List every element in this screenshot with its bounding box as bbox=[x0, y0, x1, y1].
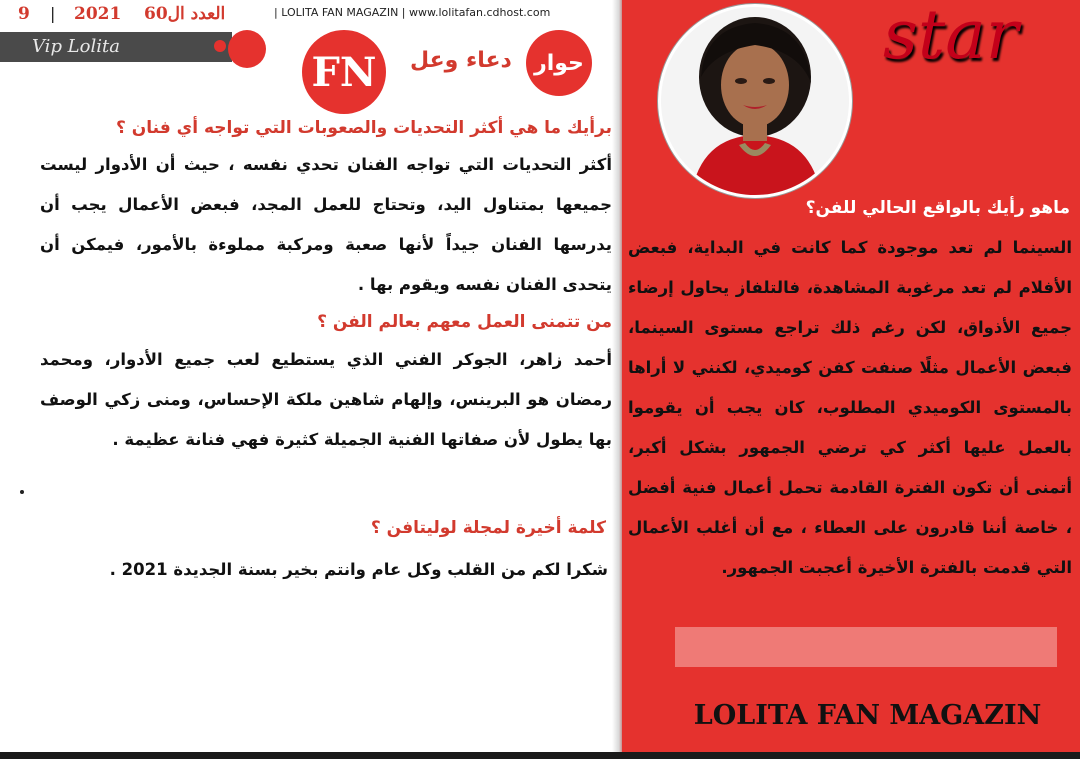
left-question-3: كلمة أخيرة لمجلة لوليتافن ؟ bbox=[370, 518, 606, 538]
print-speck bbox=[20, 490, 24, 494]
vip-label: Vip Lolita bbox=[32, 36, 120, 57]
empty-text-box bbox=[675, 627, 1057, 667]
bottom-border bbox=[0, 752, 1080, 759]
left-question-1: برأيك ما هي أكثر التحديات والصعوبات التي تواجه أي فنان ؟ bbox=[115, 118, 612, 138]
right-answer: السينما لم تعد موجودة كما كانت في البداية، فبعض الأفلام لم تعد مرغوبة المشاهدة، فالتلفاز يحاول إرضاء جميع الأذواق، لكن رغم ذلك تراجع مستوى السينما، فبعض الأعمال مثلًا صنفت كفن كوميدي، لكنني لا أراها بالمستوى الكوميدي المطلوب، كان يجب أن يقوموا بالعمل عليها أكثر كي ترضي الجمهور بشكل أكبر، أتمنى أن تكون الفترة القادمة تحمل أعمال فنية أفضل ، خاصة أننا قادرون على العطاء ، مع أن أغلب الأعمال التي قدمت بالفترة الأخيرة أعجبت الجمهور. bbox=[628, 238, 1072, 577]
left-answer-2: أحمد زاهر، الجوكر الفني الذي يستطيع لعب جميع الأدوار، ومحمد رمضان هو البرينس، وإلهام شاهين ملكة الإحساس، ومنى زكي الوصف بها يطول لأن صفاتها الفنية الجميلة كثيرة فهي فنانة عظيمة . bbox=[40, 350, 612, 449]
left-question-2: من تتمنى العمل معهم بعالم الفن ؟ bbox=[317, 312, 612, 332]
interview-badge: حوار bbox=[526, 30, 592, 96]
fn-logo: FN bbox=[302, 30, 386, 114]
guest-portrait bbox=[658, 4, 852, 198]
right-question: ماهو رأيك بالواقع الحالي للفن؟ bbox=[805, 198, 1070, 218]
star-title: star bbox=[883, 0, 1019, 75]
header-year: 2021 bbox=[74, 4, 122, 24]
portrait-image bbox=[661, 7, 849, 195]
issue-number: العدد ال60 bbox=[144, 4, 226, 24]
magazine-site: | LOLITA FAN MAGAZIN | www.lolitafan.cdhost.com bbox=[274, 6, 551, 19]
guest-name: دعاء وعل bbox=[410, 48, 512, 73]
page-number: 9 bbox=[18, 4, 30, 24]
left-answer-3: شكرا لكم من القلب وكل عام وانتم بخير بسنة الجديدة 2021 . bbox=[109, 560, 608, 579]
left-answer-1: أكثر التحديات التي تواجه الفنان تحدي نفسه ، حيث أن الأدوار ليست جميعها بمتناول اليد، وتحتاج للعمل المجد، فبعض الأعمال يجب أن يدرسها الفنان جيداً لأنها صعبة ومركبة مملوءة بالأمور، فيمكن أن يتحدى الفنان نفسه ويقوم بها . bbox=[40, 155, 612, 294]
dot-decoration-large bbox=[228, 30, 266, 68]
header-separator: | bbox=[50, 4, 56, 23]
footer-magazine-name: LOLITA FAN MAGAZIN bbox=[693, 700, 1042, 731]
dot-decoration-small bbox=[214, 40, 226, 52]
